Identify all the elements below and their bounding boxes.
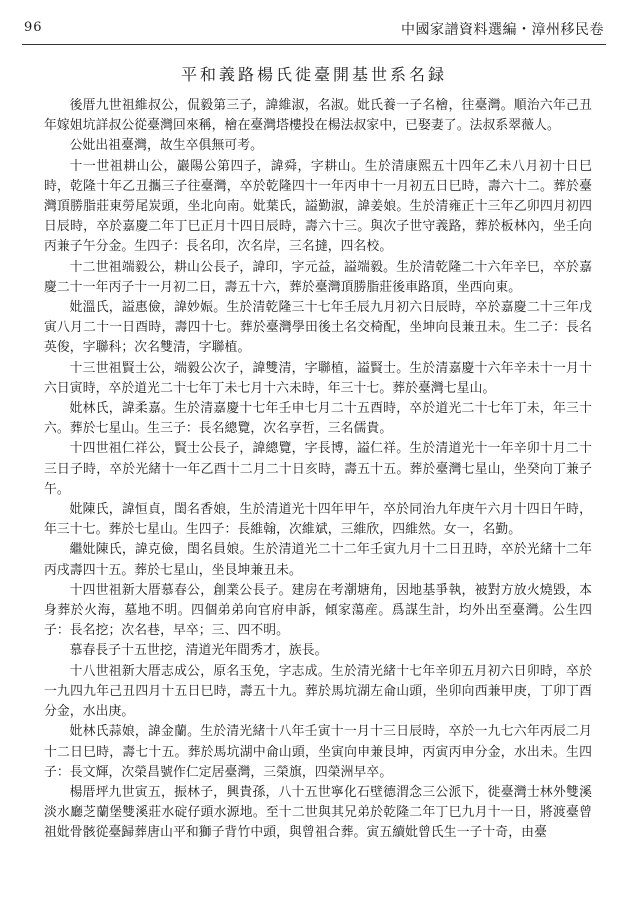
paragraph: 十四世祖新大厝慕春公，創業公長子。建房在考潮塘角，因地基爭執，被對方放火燒毀，本身葬於火海，墓地不明。四個弟弟向官府申訴，傾家蕩産。爲謀生計，均外出至臺灣。公生四子：長名挖；次名巷，早卒；三、四不明。 xyxy=(44,582,592,639)
paragraph: 公妣出祖臺灣，故生卒俱無可考。 xyxy=(69,138,264,154)
paragraph: 妣林氏，諱柔嘉。生於清嘉慶十七年壬申七月二十五酉時，卒於道光二十七年丁未，年三十六。葬於七星山。生三子：長名總覽，次名享哲，三名儒貴。 xyxy=(44,401,592,437)
paragraph: 十一世祖耕山公，巖陽公第四子，諱舜，字耕山。生於清康熙五十四年乙未八月初十日巳時，乾隆十年乙丑攜三子往臺灣，卒於乾隆四十一年丙申十一月初五日巳時，壽六十二。葬於臺灣頂勝脂莊東勞尾炭頭，坐北向南。妣葉氏，謚勤淑，諱姜娘。生於清雍正十三年乙卯四月初四日辰時，卒於嘉慶二年丁巳正月十四日辰時，壽六十三。與次子世守義路，葬於板林內，坐壬向丙兼子午分金。生四子：長名印，次名岸，三名撻，四名校。 xyxy=(44,158,592,255)
running-title: 中國家譜資料選編・漳州移民卷 xyxy=(401,22,604,38)
paragraph: 十八世祖新大厝志成公，原名玉免，字志成。生於清光緒十七年辛卯五月初六日卯時，卒於一九四九年己丑四月十五日巳時，壽五十九。葬於馬坑湖左侖山頭，坐卯向西兼甲庚，丁卯丁酉分金，水出庚。 xyxy=(44,663,592,720)
paragraph: 妣林氏蒜娘，諱金蘭。生於清光緒十八年壬寅十一月十三日辰時，卒於一九七六年丙辰二月十二日巳時，壽七十五。葬於馬坑湖中侖山頭，坐寅向申兼艮坤，丙寅丙申分金，水出未。生四子：長文輝，次榮昌號作仁定居臺灣，三榮旗，四榮洲早卒。 xyxy=(44,724,592,780)
paragraph: 繼妣陳氏，諱克儉，閨名員娘。生於清道光二十二年壬寅九月十二日丑時，卒於光緒十二年丙戌壽四十五。葬於七星山，坐艮坤兼丑未。 xyxy=(44,542,592,578)
page-header xyxy=(22,14,606,45)
paragraph: 後厝九世祖維叔公，侃毅第三子，諱維淑，名淑。妣氏養一子名檜，往臺灣。順治六年己丑年嫁姐坑詳叔公從臺灣回來稱，檜在臺灣塔樓投在楊法叔家中，已娶妻了。法叔系翠薇人。 xyxy=(44,98,592,134)
paragraph: 楊厝坪九世寅五，振林子，興貴孫，八十五世寧化石壁德渭念三公派下，徙臺灣士林外雙溪淡水廳芝蘭堡雙溪莊水碇仔頭水源地。至十二世與其兄弟於乾隆二年丁巳九月十一日，將渡臺曾祖妣骨骸從臺歸葬唐山平和獅子背竹中頭，與曾祖合葬。寅五續妣曾氏生一子十奇，由臺 xyxy=(44,784,592,841)
paragraph: 十四世祖仁祥公，賢士公長子，諱總覽，字長博，謚仁祥。生於清道光十一年辛卯十月二十三日子時，卒於光緒十一年乙酉十二月二十日亥時，壽五十五。葬於臺灣七星山，坐癸向丁兼子午。 xyxy=(44,441,592,497)
section-title: 平和義路楊氏徙臺開基世系名録 xyxy=(180,65,447,84)
body-text xyxy=(44,96,592,844)
paragraph: 慕春長子十五世挖，清道光年間秀才，族長。 xyxy=(69,643,328,659)
paragraph: 十二世祖端毅公，耕山公長子，諱印，字元益，謚端毅。生於清乾隆二十六年辛巳，卒於嘉慶二十一年丙子十一月初二日，壽五十六，葬於臺灣頂勝脂莊後車路頂，坐西向東。 xyxy=(44,259,592,295)
paragraph: 妣溫氏，謚惠儉，諱妙娠。生於清乾隆三十七年壬辰九月初六日辰時，卒於嘉慶二十三年戊寅八月二十一日酉時，壽四十七。葬於臺灣學田後土名交椅配，坐坤向艮兼丑未。生二子：長名英俊，字聯科；次名雙清，字聯植。 xyxy=(44,300,592,356)
page-number: 96 xyxy=(24,20,43,35)
paragraph: 妣陳氏，諱恒貞，閨名香娘，生於清道光十四年甲午，卒於同治九年庚午六月十四日午時，年三十七。葬於七星山。生四子：長維翰，次維斌，三維欣，四維然。女一，名勤。 xyxy=(44,502,592,538)
paragraph: 十三世祖賢士公，端毅公次子，諱雙清，字聯植，謚賢士。生於清嘉慶十六年辛未十一月十六日寅時，卒於道光二十七年丁未七月十六未時，年三十七。葬於臺灣七星山。 xyxy=(44,360,592,396)
